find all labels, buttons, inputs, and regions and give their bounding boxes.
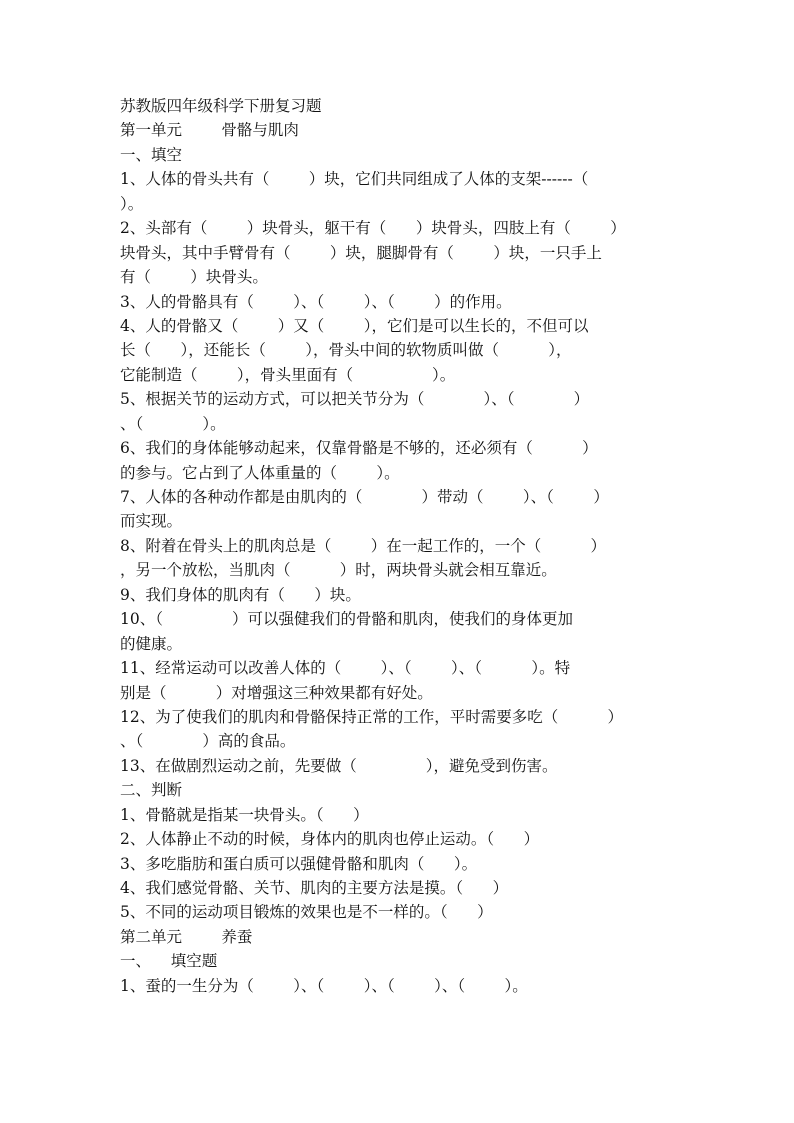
question-line: 别是（ ）对增强这三种效果都有好处。 (120, 683, 433, 702)
question-line: 5、根据关节的运动方式，可以把关节分为（ ）、（ ） (120, 390, 590, 409)
question-line: 9、我们身体的肌肉有（ ）块。 (120, 585, 361, 604)
question-line: 、（ ）高的食品。 (120, 732, 296, 751)
question-line: 的健康。 (120, 634, 183, 653)
question-line: 12、为了使我们的肌肉和骨骼保持正常的工作，平时需要多吃（ ） (120, 707, 623, 726)
question-line: 8、附着在骨头上的肌肉总是（ ）在一起工作的，一个（ ） (120, 536, 607, 555)
section-heading: 一、填空 (120, 145, 183, 164)
question-line: 5、不同的运动项目锻炼的效果也是不一样的。（ ） (120, 903, 493, 922)
section-heading: 二、判断 (120, 781, 183, 800)
question-line: 2、人体静止不动的时候，身体内的肌肉也停止运动。（ ） (120, 830, 540, 849)
question-line: 长（ ），还能长（ ），骨头中间的软物质叫做（ ）， (120, 341, 572, 360)
question-line: 2、头部有（ ）块骨头，躯干有（ ）块骨头，四肢上有（ ） (120, 219, 626, 238)
question-line: 它能制造（ ），骨头里面有（ ）。 (120, 365, 456, 384)
question-line: 、（ ）。 (120, 414, 226, 433)
question-line: 1、蚕的一生分为（ ）、（ ）、（ ）、（ ）。 (120, 976, 528, 995)
question-line: 4、人的骨骼又（ ）又（ ），它们是可以生长的，不但可以 (120, 316, 589, 335)
unit-heading: 第一单元 骨骼与肌肉 (120, 121, 299, 140)
question-line: 有（ ）块骨头。 (120, 268, 268, 287)
document-body (120, 94, 700, 998)
unit-heading: 第二单元 养蚕 (120, 927, 253, 946)
question-line: 13、在做剧烈运动之前，先要做（ ），避免受到伤害。 (120, 756, 558, 775)
question-line: 6、我们的身体能够动起来，仅靠骨骼是不够的，还必须有（ ） (120, 439, 598, 458)
question-line: 7、人体的各种动作都是由肌肉的（ ）带动（ ）、（ ） (120, 488, 609, 506)
question-line: 而实现。 (120, 512, 183, 531)
question-line: 块骨头，其中手臂骨有（ ）块，腿脚骨有（ ）块，一只手上 (120, 243, 602, 262)
question-line: 10、（ ）可以强健我们的骨骼和肌肉，使我们的身体更加 (120, 610, 573, 629)
question-line: 4、我们感觉骨骼、关节、肌肉的主要方法是摸。（ ） (120, 879, 509, 897)
section-heading: 一、 填空题 (120, 952, 218, 971)
document-title: 苏教版四年级科学下册复习题 (120, 97, 322, 115)
question-line: 1、骨骼就是指某一块骨头。（ ） (120, 805, 369, 824)
question-line: 3、多吃脂肪和蛋白质可以强健骨骼和肌肉（ ）。 (120, 854, 478, 873)
question-line: 11、经常运动可以改善人体的（ ）、（ ）、（ ）。特 (120, 659, 571, 678)
question-line: 1、人体的骨头共有（ ）块，它们共同组成了人体的支架------（ (120, 170, 589, 189)
question-line: ，另一个放松，当肌肉（ ）时，两块骨头就会相互靠近。 (120, 561, 557, 580)
question-line: 3、人的骨骼具有（ ）、（ ）、（ ）的作用。 (120, 292, 512, 311)
question-line: 的参与。它占到了人体重量的（ ）。 (120, 463, 400, 482)
question-line: ）。 (120, 194, 144, 213)
